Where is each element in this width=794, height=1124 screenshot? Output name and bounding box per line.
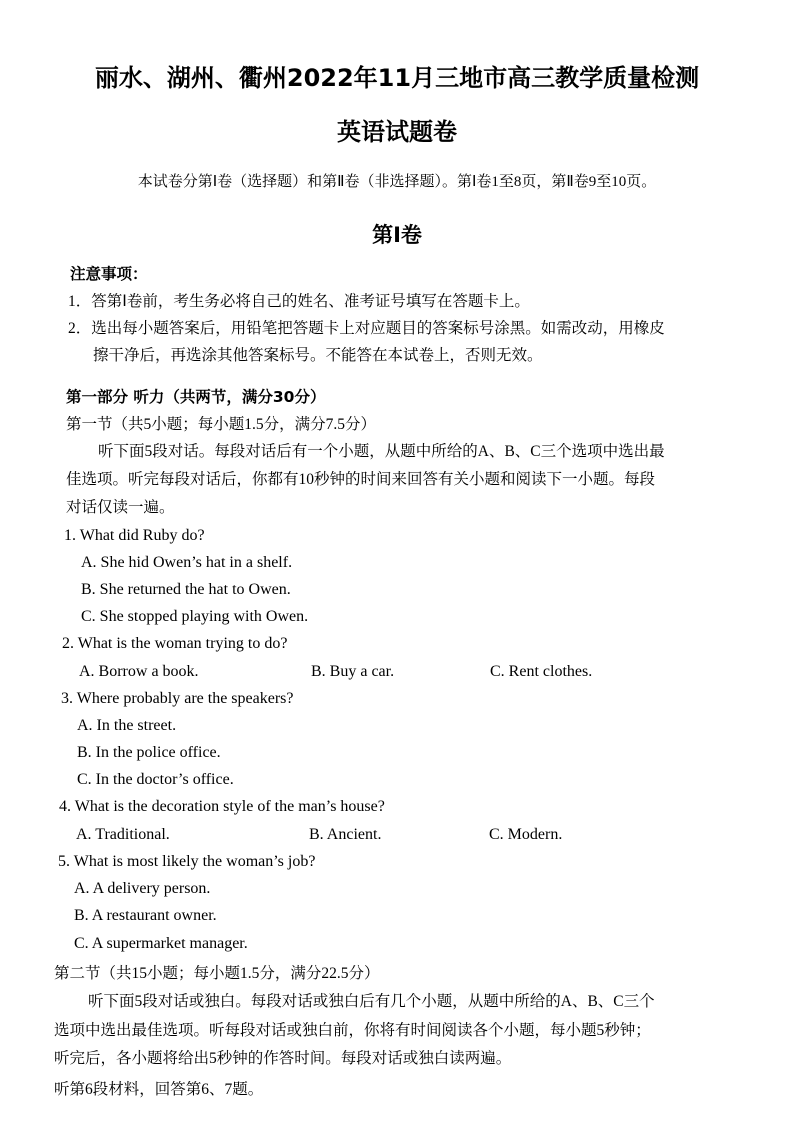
- material-6-instruction: 听第6段材料，回答第6、7题。: [54, 1081, 264, 1098]
- question-4-option-a: A. Traditional.: [76, 826, 170, 843]
- question-3-option-a: A. In the street.: [77, 717, 177, 734]
- part-1-heading: 第一部分 听力（共两节，满分30分）: [66, 388, 326, 406]
- section-2-instruction-line-1: 听下面5段对话或独白。每段对话或独白后有几个小题，从题中所给的A、B、C三个: [88, 993, 655, 1010]
- question-3-option-c: C. In the doctor’s office.: [77, 771, 234, 788]
- volume-heading: 第Ⅰ卷: [372, 223, 422, 247]
- notes-item-1: 1．答第Ⅰ卷前，考生务必将自己的姓名、准考证号填写在答题卡上。: [68, 293, 530, 310]
- question-3-option-b: B. In the police office.: [77, 744, 221, 761]
- question-5-stem: 5. What is most likely the woman’s job?: [58, 853, 316, 870]
- question-1-stem: 1. What did Ruby do?: [64, 527, 205, 544]
- exam-subtitle: 英语试题卷: [337, 118, 457, 146]
- notes-item-2-line-2: 擦干净后，再选涂其他答案标号。不能答在本试卷上，否则无效。: [93, 347, 543, 364]
- section-1-instruction-line-3: 对话仅读一遍。: [66, 499, 175, 516]
- notes-item-2-line-1: 2．选出每小题答案后，用铅笔把答题卡上对应题目的答案标号涂黑。如需改动，用橡皮: [68, 320, 665, 337]
- question-2-option-a: A. Borrow a book.: [79, 663, 199, 680]
- question-2-option-b: B. Buy a car.: [311, 663, 395, 680]
- section-1-heading: 第一节（共5小题；每小题1.5分，满分7.5分）: [66, 416, 377, 433]
- section-2-instruction-line-2: 选项中选出最佳选项。听每段对话或独白前，你将有时间阅读各个小题，每小题5秒钟；: [54, 1022, 651, 1039]
- section-1-instruction-line-1: 听下面5段对话。每段对话后有一个小题，从题中所给的A、B、C三个选项中选出最: [98, 443, 665, 460]
- exam-title: 丽水、湖州、衢州2022年11月三地市高三教学质量检测: [94, 64, 700, 92]
- section-2-heading: 第二节（共15小题；每小题1.5分，满分22.5分）: [54, 965, 380, 982]
- notes-heading: 注意事项：: [70, 265, 148, 283]
- question-1-option-b: B. She returned the hat to Owen.: [81, 581, 291, 598]
- question-3-stem: 3. Where probably are the speakers?: [61, 690, 294, 707]
- question-5-option-a: A. A delivery person.: [74, 880, 211, 897]
- question-4-option-c: C. Modern.: [489, 826, 563, 843]
- question-2-stem: 2. What is the woman trying to do?: [62, 635, 288, 652]
- question-5-option-c: C. A supermarket manager.: [74, 935, 248, 952]
- question-5-option-b: B. A restaurant owner.: [74, 907, 217, 924]
- question-1-option-a: A. She hid Owen’s hat in a shelf.: [81, 554, 293, 571]
- paper-intro: 本试卷分第Ⅰ卷（选择题）和第Ⅱ卷（非选择题）。第Ⅰ卷1至8页，第Ⅱ卷9至10页。: [137, 174, 657, 190]
- section-1-instruction-line-2: 佳选项。听完每段对话后，你都有10秒钟的时间来回答有关小题和阅读下一小题。每段: [66, 471, 656, 488]
- question-1-option-c: C. She stopped playing with Owen.: [81, 608, 309, 625]
- question-4-option-b: B. Ancient.: [309, 826, 382, 843]
- section-2-instruction-line-3: 听完后，各小题将给出5秒钟的作答时间。每段对话或独白读两遍。: [54, 1050, 512, 1067]
- question-4-stem: 4. What is the decoration style of the man’s house?: [59, 798, 385, 815]
- question-2-option-c: C. Rent clothes.: [490, 663, 593, 680]
